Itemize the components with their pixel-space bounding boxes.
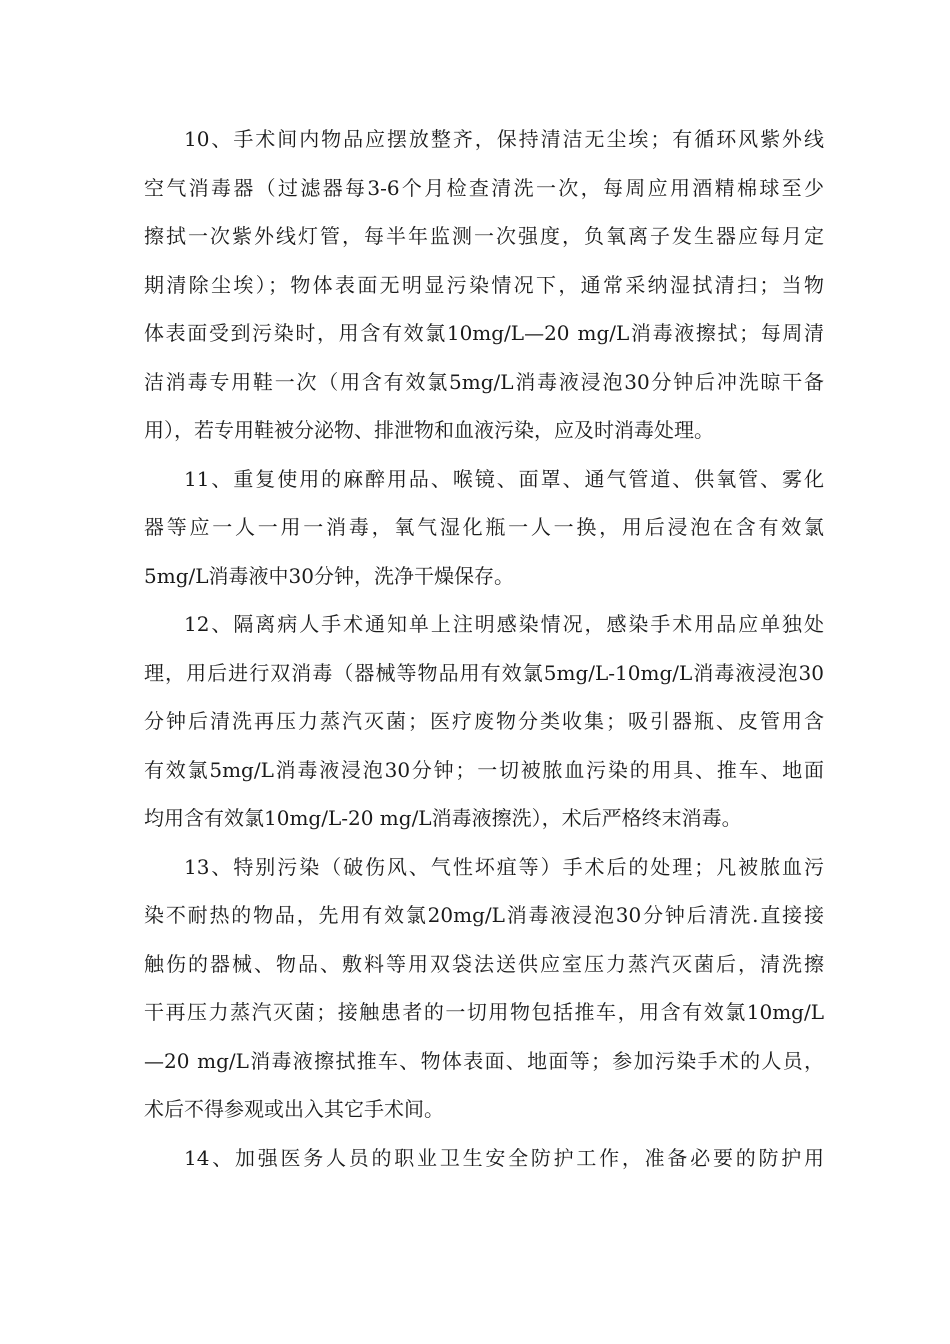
text-line: 14、加强医务人员的职业卫生安全防护工作，准备必要的防护用 (184, 1145, 824, 1170)
paragraph-10 (144, 118, 824, 458)
text-line: 分钟后清洗再压力蒸汽灭菌；医疗废物分类收集；吸引器瓶、皮管用含 (144, 709, 824, 733)
paragraph-13 (144, 846, 824, 1137)
text-line: 擦拭一次紫外线灯管，每半年监测一次强度，负氧离子发生器应每月定 (144, 224, 824, 248)
text-line: 12、隔离病人手术通知单上注明感染情况，感染手术用品应单独处 (184, 612, 824, 636)
text-line: 洁消毒专用鞋一次（用含有效氯5mg/L消毒液浸泡30分钟后冲洗晾干备 (144, 369, 824, 394)
text-line: 触伤的器械、物品、敷料等用双袋法送供应室压力蒸汽灭菌后，清洗擦 (144, 951, 824, 976)
text-line: 术后不得参观或出入其它手术间。 (144, 1097, 444, 1121)
text-line: 器等应一人一用一消毒，氧气湿化瓶一人一换，用后浸泡在含有效氯 (144, 515, 824, 539)
text-line: 理，用后进行双消毒（器械等物品用有效氯5mg/L-10mg/L消毒液浸泡30 (144, 660, 824, 685)
text-line: 均用含有效氯10mg/L-20 mg/L消毒液擦洗），术后严格终末消毒。 (144, 806, 742, 830)
paragraph-11 (144, 458, 824, 604)
document-body (144, 118, 824, 1185)
text-line: —20 mg/L消毒液擦拭推车、物体表面、地面等；参加污染手术的人员， (144, 1048, 824, 1073)
text-line: 期清除尘埃）；物体表面无明显污染情况下，通常采纳湿拭清扫；当物 (144, 272, 824, 297)
text-line: 染不耐热的物品，先用有效氯20mg/L消毒液浸泡30分钟后清洗.直接接 (144, 903, 824, 927)
text-line: 体表面受到污染时，用含有效氯10mg/L—20 mg/L消毒液擦拭；每周清 (144, 321, 824, 345)
text-line: 用），若专用鞋被分泌物、排泄物和血液污染，应及时消毒处理。 (144, 418, 714, 442)
paragraph-12 (144, 603, 824, 846)
text-line: 有效氯5mg/L消毒液浸泡30分钟；一切被脓血污染的用具、推车、地面 (144, 757, 824, 782)
text-line: 5mg/L消毒液中30分钟，洗净干燥保存。 (144, 563, 514, 588)
text-line: 干再压力蒸汽灭菌；接触患者的一切用物包括推车，用含有效氯10mg/L (144, 1000, 824, 1024)
text-line: 10、手术间内物品应摆放整齐，保持清洁无尘埃；有循环风紫外线 (184, 127, 824, 151)
text-line: 13、特别污染（破伤风、气性坏疽等）手术后的处理；凡被脓血污 (184, 854, 824, 879)
text-line: 11、重复使用的麻醉用品、喉镜、面罩、通气管道、供氧管、雾化 (184, 466, 824, 491)
paragraph-14 (144, 1137, 824, 1186)
text-line: 空气消毒器（过滤器每3-6个月检查清洗一次，每周应用酒精棉球至少 (144, 175, 824, 200)
